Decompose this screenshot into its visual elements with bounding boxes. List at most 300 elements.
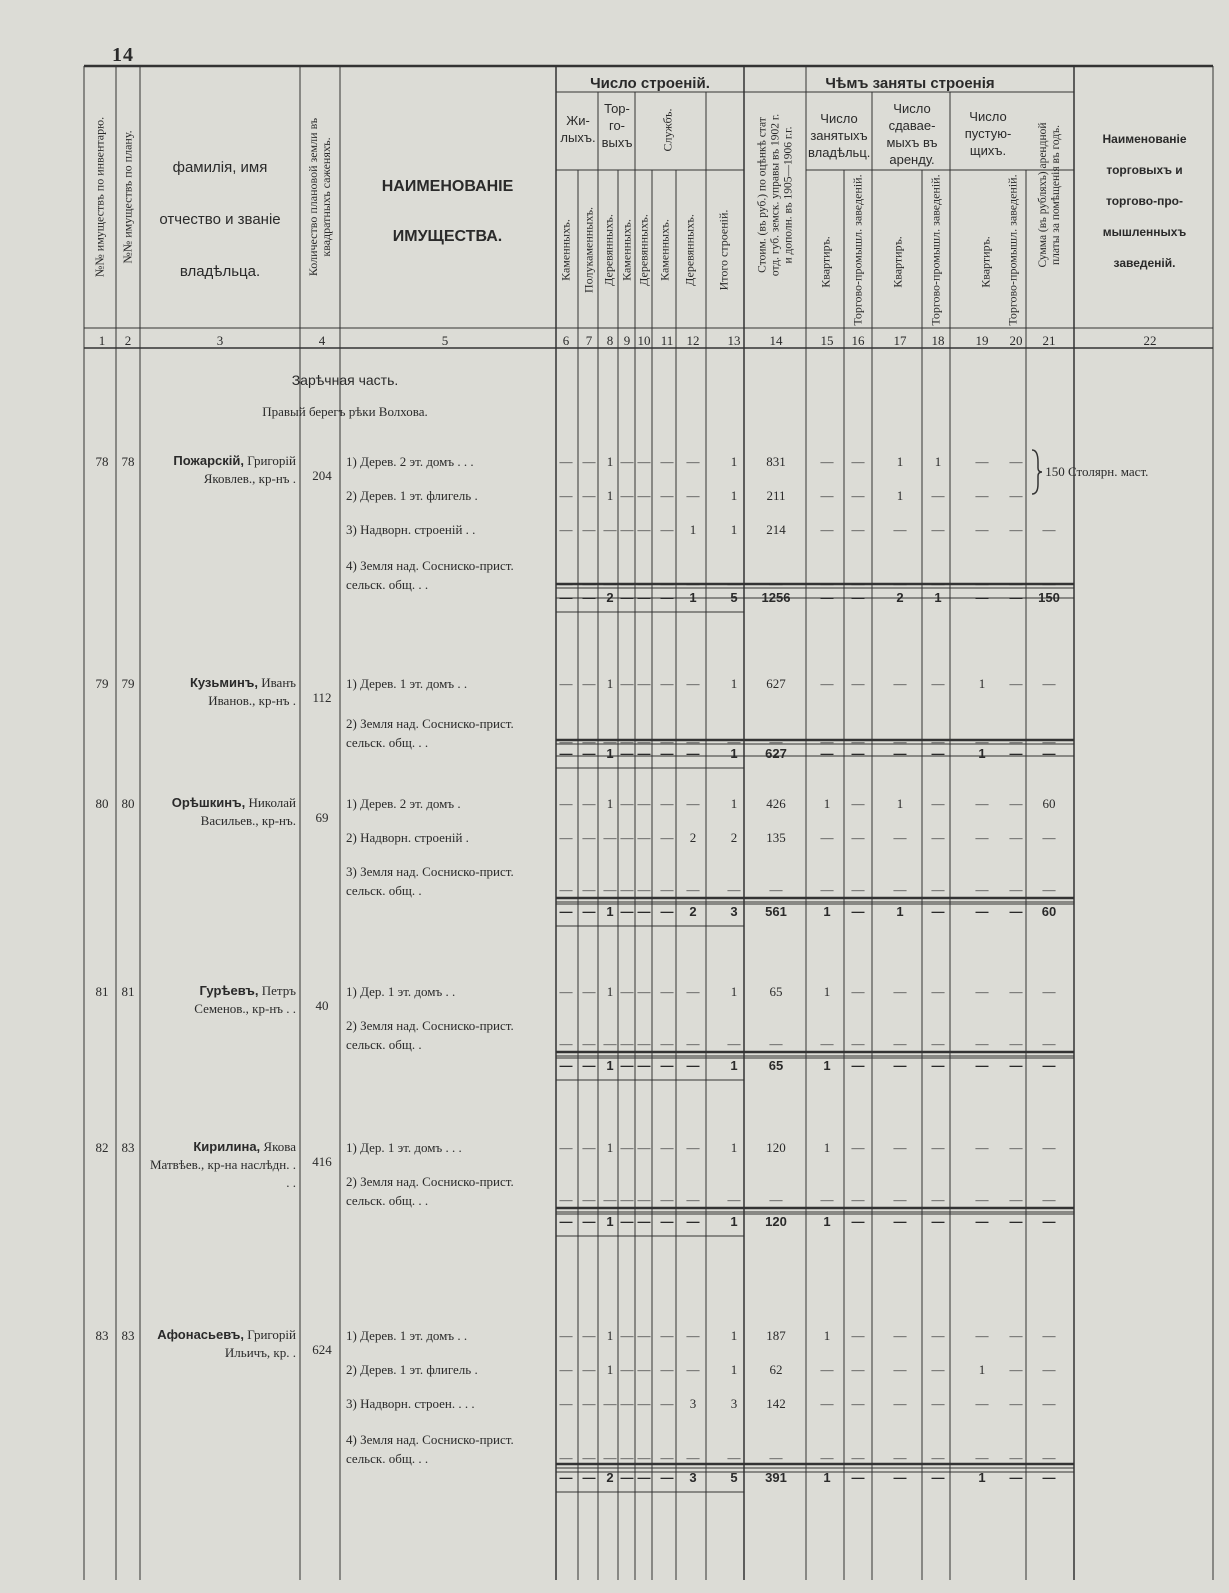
cell-col-7: —	[582, 454, 596, 469]
cell-col-9: —	[620, 734, 634, 749]
total-col-17: —	[893, 1214, 907, 1229]
total-col-7: —	[582, 590, 596, 605]
plan-number: 79	[121, 676, 135, 691]
cell-col-15: —	[820, 454, 834, 469]
cell-col-9: —	[620, 1328, 634, 1343]
cell-col-20: —	[1009, 1140, 1023, 1155]
plan-number: 83	[121, 1140, 135, 1155]
cell-col-21: —	[1042, 882, 1056, 897]
cell-col-18: —	[931, 1140, 945, 1155]
cell-col-19: —	[975, 796, 989, 811]
header-col-22: Наименованіе торговыхъ и торгово-про- мышленныхъ заведеній.	[1102, 132, 1187, 270]
plan-number: 80	[121, 796, 135, 811]
cell-col-19: —	[975, 1396, 989, 1411]
property-item: 2) Земля над. Сосниско-прист. сельск. общ. . .	[346, 1174, 514, 1208]
total-col-11: —	[660, 904, 674, 919]
property-item: 1) Дерев. 2 эт. домъ . . .	[346, 454, 474, 469]
total-col-6: —	[559, 1214, 573, 1229]
cell-col-14: —	[769, 734, 783, 749]
total-col-19: —	[975, 1214, 989, 1229]
cell-col-12: —	[686, 796, 700, 811]
cell-col-8: 1	[606, 454, 614, 469]
property-item: 1) Дер. 1 эт. домъ . .	[346, 984, 456, 999]
cell-col-11: —	[660, 984, 674, 999]
cell-col-15: —	[820, 676, 834, 691]
cell-col-9: —	[620, 676, 634, 691]
property-item: 1) Дерев. 1 эт. домъ . .	[346, 676, 468, 691]
cell-col-12: —	[686, 676, 700, 691]
cell-col-12: 1	[689, 522, 697, 537]
cell-col-9: —	[620, 576, 634, 591]
cell-col-21: —	[1042, 830, 1056, 845]
cell-col-12: —	[686, 1036, 700, 1051]
cell-col-7: —	[582, 1396, 596, 1411]
cell-col-13: 1	[730, 454, 738, 469]
cell-col-20: —	[1009, 984, 1023, 999]
cell-col-8: —	[603, 830, 617, 845]
inventory-number: 82	[95, 1140, 109, 1155]
cell-col-14: 187	[766, 1328, 786, 1343]
property-item: 2) Дерев. 1 эт. флигель .	[346, 488, 478, 503]
property-item: 2) Земля над. Сосниско-прист. сельск. общ. . .	[346, 716, 514, 750]
column-number-18: 18	[931, 333, 945, 348]
header-sub-service: Службъ.	[660, 108, 675, 152]
property-item: 3) Земля над. Сосниско-прист. сельск. общ. .	[346, 864, 514, 898]
cell-col-14: 135	[766, 830, 786, 845]
header-col-16: Торгово-промышл. заведеній.	[850, 174, 865, 326]
cell-col-21: —	[1042, 1396, 1056, 1411]
header-sub-empty: Число пустую-щихъ.	[964, 109, 1012, 158]
total-col-10: —	[637, 1214, 651, 1229]
header-col-19: Квартиръ.	[978, 236, 993, 288]
cell-col-9: —	[620, 882, 634, 897]
cell-col-8: —	[603, 1396, 617, 1411]
cell-col-14: 214	[766, 522, 786, 537]
cell-col-18: —	[931, 1328, 945, 1343]
cell-col-17: —	[893, 1362, 907, 1377]
total-col-18: —	[931, 904, 945, 919]
cell-col-13: 2	[730, 830, 738, 845]
total-col-17: 1	[896, 904, 904, 919]
cell-col-10: —	[637, 796, 651, 811]
cell-col-17: —	[893, 1450, 907, 1465]
cell-col-10: —	[637, 1362, 651, 1377]
cell-col-7: —	[582, 1362, 596, 1377]
total-col-17: —	[893, 1470, 907, 1485]
header-col-11: Каменныхъ.	[657, 219, 672, 281]
cell-col-17: 1	[896, 796, 904, 811]
column-number-11: 11	[660, 333, 674, 348]
cell-col-21: —	[1042, 676, 1056, 691]
property-item: 2) Дерев. 1 эт. флигель .	[346, 1362, 478, 1377]
cell-col-19: —	[975, 1192, 989, 1207]
cell-col-13: 1	[730, 522, 738, 537]
total-col-15: 1	[823, 1214, 831, 1229]
cell-col-7: —	[582, 796, 596, 811]
cell-col-8: —	[603, 734, 617, 749]
column-number-3: 3	[216, 333, 224, 348]
cell-col-10: —	[637, 576, 651, 591]
column-number-22: 22	[1143, 333, 1157, 348]
cell-col-17: —	[893, 522, 907, 537]
cell-col-19: —	[975, 454, 989, 469]
total-col-10: —	[637, 1470, 651, 1485]
cell-col-20: —	[1009, 796, 1023, 811]
total-col-11: —	[660, 1214, 674, 1229]
owner-name: Афонасьевъ, Григорій Ильичъ, кр. .	[157, 1327, 296, 1360]
total-col-10: —	[637, 746, 651, 761]
cell-col-16: —	[851, 830, 865, 845]
cell-col-9: —	[620, 1192, 634, 1207]
total-col-12: 2	[689, 904, 697, 919]
cell-col-17: —	[893, 1140, 907, 1155]
cell-col-19: —	[975, 830, 989, 845]
cell-col-21: 60	[1042, 796, 1056, 811]
column-number-5: 5	[441, 333, 449, 348]
cell-col-18: —	[931, 1450, 945, 1465]
cell-col-11: —	[660, 1362, 674, 1377]
cell-col-18: —	[931, 576, 945, 591]
cell-col-11: —	[660, 830, 674, 845]
cell-col-10: —	[637, 830, 651, 845]
cell-col-14: 62	[769, 1362, 783, 1377]
land-area: 40	[315, 998, 329, 1013]
cell-col-15: —	[820, 522, 834, 537]
cell-col-6: —	[559, 1450, 573, 1465]
cell-col-17: —	[893, 1192, 907, 1207]
cell-col-19: —	[975, 1328, 989, 1343]
total-col-9: —	[620, 1214, 634, 1229]
inventory-number: 78	[95, 454, 109, 469]
cell-col-8: —	[603, 1192, 617, 1207]
cell-col-21: —	[1042, 1362, 1056, 1377]
header-sub-trade: Тор-го-выхъ	[601, 101, 633, 150]
inventory-number: 83	[95, 1328, 109, 1343]
cell-col-18: 1	[934, 454, 942, 469]
total-col-9: —	[620, 746, 634, 761]
cell-col-11: —	[660, 576, 674, 591]
cell-col-12: —	[686, 488, 700, 503]
total-col-6: —	[559, 1470, 573, 1485]
cell-col-6: —	[559, 676, 573, 691]
total-col-21: —	[1042, 746, 1056, 761]
cell-col-6: —	[559, 734, 573, 749]
total-col-8: 1	[606, 1214, 614, 1229]
cell-col-20: —	[1009, 676, 1023, 691]
column-number-20: 20	[1009, 333, 1023, 348]
total-col-10: —	[637, 1058, 651, 1073]
cell-col-9: —	[620, 454, 634, 469]
total-col-9: —	[620, 590, 634, 605]
cell-col-14: —	[769, 1192, 783, 1207]
total-col-6: —	[559, 746, 573, 761]
cell-col-8: —	[603, 1036, 617, 1051]
header-col-10: Деревянныхъ.	[636, 214, 651, 286]
cell-col-6: —	[559, 882, 573, 897]
cell-col-6: —	[559, 830, 573, 845]
cell-col-16: —	[851, 1192, 865, 1207]
total-col-16: —	[851, 1470, 865, 1485]
cell-col-15: —	[820, 1396, 834, 1411]
cell-col-15: —	[820, 882, 834, 897]
total-col-18: —	[931, 1214, 945, 1229]
cell-col-15: 1	[823, 1328, 831, 1343]
total-col-12: 3	[689, 1470, 697, 1485]
property-item: 1) Дерев. 1 эт. домъ . .	[346, 1328, 468, 1343]
header-property-name: НАИМЕНОВАНІЕ ИМУЩЕСТВА.	[381, 178, 514, 245]
cell-col-9: —	[620, 1450, 634, 1465]
cell-col-6: —	[559, 1328, 573, 1343]
total-col-21: 150	[1038, 590, 1060, 605]
cell-col-19: —	[975, 1036, 989, 1051]
cell-col-20: —	[1009, 522, 1023, 537]
land-area: 624	[312, 1342, 332, 1357]
cell-col-19: —	[975, 1140, 989, 1155]
cell-col-10: —	[637, 1450, 651, 1465]
cell-col-11: —	[660, 454, 674, 469]
cell-col-14: 65	[769, 984, 783, 999]
cell-col-18: —	[931, 796, 945, 811]
total-col-19: 1	[978, 746, 986, 761]
cell-col-8: 1	[606, 1328, 614, 1343]
cell-col-12: —	[686, 1140, 700, 1155]
cell-col-11: —	[660, 1396, 674, 1411]
cell-col-9: —	[620, 984, 634, 999]
total-col-17: —	[893, 746, 907, 761]
total-col-15: —	[820, 746, 834, 761]
plan-number: 78	[121, 454, 135, 469]
cell-col-17: —	[893, 734, 907, 749]
cell-col-17: —	[893, 984, 907, 999]
header-sub-living: Жи-лыхъ.	[560, 113, 596, 145]
cell-col-16: —	[851, 1036, 865, 1051]
header-col-15: Квартиръ.	[818, 236, 833, 288]
cell-col-17: —	[893, 676, 907, 691]
cell-col-17: 1	[896, 454, 904, 469]
column-number-4: 4	[318, 333, 326, 348]
cell-col-12: —	[686, 1362, 700, 1377]
cell-col-14: —	[769, 1450, 783, 1465]
column-number-7: 7	[585, 333, 593, 348]
total-col-13: 1	[730, 1058, 738, 1073]
cell-col-19: 1	[978, 1362, 986, 1377]
cell-col-18: —	[931, 984, 945, 999]
total-col-19: 1	[978, 1470, 986, 1485]
header-col-20: Торгово-промышл. заведеній.	[1005, 174, 1020, 326]
property-item: 2) Надворн. строеній .	[346, 830, 469, 845]
cell-col-6: —	[559, 454, 573, 469]
cell-col-18: —	[931, 1036, 945, 1051]
cell-col-17: —	[893, 1396, 907, 1411]
cell-col-8: —	[603, 522, 617, 537]
cell-col-11: —	[660, 796, 674, 811]
cell-col-16: —	[851, 1396, 865, 1411]
cell-col-16: —	[851, 1362, 865, 1377]
cell-col-17: —	[893, 576, 907, 591]
cell-col-12: 3	[689, 1396, 697, 1411]
total-col-12: 1	[689, 590, 697, 605]
cell-col-14: 211	[766, 488, 786, 503]
cell-col-14: 831	[766, 454, 786, 469]
property-item: 1) Дер. 1 эт. домъ . . .	[346, 1140, 462, 1155]
cell-col-18: —	[931, 1192, 945, 1207]
header-col-8: Деревянныхъ.	[601, 214, 616, 286]
cell-col-12: —	[686, 1192, 700, 1207]
property-item: 2) Земля над. Сосниско-прист. сельск. общ. .	[346, 1018, 514, 1052]
inventory-number: 80	[95, 796, 109, 811]
cell-col-12: —	[686, 454, 700, 469]
cell-col-19: —	[975, 1450, 989, 1465]
cell-col-14: —	[769, 1036, 783, 1051]
total-col-14: 627	[765, 746, 787, 761]
cell-col-9: —	[620, 522, 634, 537]
cell-col-18: —	[931, 488, 945, 503]
cell-col-16: —	[851, 522, 865, 537]
cell-col-10: —	[637, 488, 651, 503]
column-number-8: 8	[606, 333, 614, 348]
column-number-13: 13	[727, 333, 741, 348]
cell-col-13: —	[727, 734, 741, 749]
total-col-18: —	[931, 1058, 945, 1073]
header-plan-number: №№ имуществъ по плану.	[120, 130, 135, 264]
total-col-20: —	[1009, 746, 1023, 761]
column-number-21: 21	[1042, 333, 1056, 348]
cell-col-12: —	[686, 1450, 700, 1465]
header-col-6: Каменныхъ.	[558, 219, 573, 281]
header-land-area: Количество плановой земли въ квадратныхъ саженяхъ.	[306, 117, 333, 277]
cell-col-8: —	[603, 1450, 617, 1465]
owner-name: Орѣшкинъ, Николай Васильев., кр-нъ.	[171, 795, 296, 828]
cell-col-21: —	[1042, 984, 1056, 999]
rent-sum: 150	[1045, 464, 1065, 479]
property-item: 4) Земля над. Сосниско-прист. сельск. общ. . .	[346, 1432, 514, 1466]
header-col-17: Квартиръ.	[890, 236, 905, 288]
cell-col-10: —	[637, 1140, 651, 1155]
total-col-15: 1	[823, 1058, 831, 1073]
cell-col-13: —	[727, 576, 741, 591]
cell-col-13: 1	[730, 676, 738, 691]
cell-col-9: —	[620, 1140, 634, 1155]
total-col-19: —	[975, 1058, 989, 1073]
total-col-17: 2	[896, 590, 904, 605]
cell-col-11: —	[660, 1450, 674, 1465]
header-col-18: Торгово-промышл. заведеній.	[928, 174, 943, 326]
total-col-14: 391	[765, 1470, 787, 1485]
section-title: Зарѣчная часть.	[291, 372, 399, 388]
cell-col-13: —	[727, 1192, 741, 1207]
cell-col-15: —	[820, 1192, 834, 1207]
total-col-15: —	[820, 590, 834, 605]
cell-col-18: —	[931, 1362, 945, 1377]
cell-col-9: —	[620, 1036, 634, 1051]
cell-col-16: —	[851, 1328, 865, 1343]
total-col-14: 1256	[761, 590, 791, 605]
cell-col-10: —	[637, 676, 651, 691]
cell-col-6: —	[559, 1396, 573, 1411]
cell-col-17: —	[893, 882, 907, 897]
header-owner-name: фамилія, имя отчество и званіе владѣльца.	[159, 159, 281, 280]
cell-col-8: —	[603, 882, 617, 897]
page-number: 14	[112, 44, 134, 66]
cell-col-15: 1	[823, 984, 831, 999]
cell-col-9: —	[620, 796, 634, 811]
owner-name: Кузьминъ, Иванъ Иванов., кр-нъ .	[189, 675, 296, 708]
plan-number: 83	[121, 1328, 135, 1343]
cell-col-19: —	[975, 522, 989, 537]
cell-col-19: —	[975, 734, 989, 749]
cell-col-10: —	[637, 522, 651, 537]
header-col-9: Каменныхъ.	[619, 219, 634, 281]
column-number-12: 12	[686, 333, 700, 348]
cell-col-20: —	[1009, 488, 1023, 503]
cell-col-14: 627	[766, 676, 786, 691]
total-col-8: 2	[606, 1470, 614, 1485]
total-col-9: —	[620, 1058, 634, 1073]
total-col-9: —	[620, 1470, 634, 1485]
brace-icon	[1032, 450, 1042, 494]
total-col-18: 1	[934, 590, 942, 605]
total-col-12: —	[686, 746, 700, 761]
total-col-16: —	[851, 904, 865, 919]
cell-col-11: —	[660, 1036, 674, 1051]
cell-col-7: —	[582, 734, 596, 749]
total-col-11: —	[660, 746, 674, 761]
total-col-8: 1	[606, 746, 614, 761]
header-sub-rented: Число сдавае-мыхъ въ аренду.	[886, 101, 938, 167]
cell-col-20: —	[1009, 1192, 1023, 1207]
cell-col-18: —	[931, 676, 945, 691]
cell-col-7: —	[582, 576, 596, 591]
land-area: 69	[315, 810, 329, 825]
cell-col-18: —	[931, 734, 945, 749]
column-number-14: 14	[769, 333, 783, 348]
cell-col-15: —	[820, 488, 834, 503]
total-col-14: 65	[768, 1058, 784, 1073]
total-col-6: —	[559, 590, 573, 605]
cell-col-15: —	[820, 1362, 834, 1377]
header-group-buildings: Число строеній.	[590, 75, 710, 92]
cell-col-13: 1	[730, 1362, 738, 1377]
total-col-19: —	[975, 904, 989, 919]
total-col-18: —	[931, 746, 945, 761]
total-col-13: 5	[730, 590, 738, 605]
cell-col-17: 1	[896, 488, 904, 503]
total-col-7: —	[582, 1058, 596, 1073]
cell-col-12: —	[686, 734, 700, 749]
enterprise-name: Столярн. маст.	[1068, 464, 1149, 479]
section-subtitle: Правый берегъ рѣки Волхова.	[262, 404, 428, 419]
cell-col-6: —	[559, 1140, 573, 1155]
owner-name: Пожарскій, Григорій Яковлев., кр-нъ .	[173, 453, 296, 486]
cell-col-10: —	[637, 454, 651, 469]
cell-col-20: —	[1009, 882, 1023, 897]
cell-col-7: —	[582, 522, 596, 537]
total-col-20: —	[1009, 1470, 1023, 1485]
cell-col-16: —	[851, 488, 865, 503]
column-number-15: 15	[820, 333, 834, 348]
column-number-10: 10	[637, 333, 651, 348]
total-col-21: —	[1042, 1058, 1056, 1073]
cell-col-13: —	[727, 1450, 741, 1465]
land-area: 204	[312, 468, 332, 483]
cell-col-16: —	[851, 454, 865, 469]
cell-col-19: 1	[978, 676, 986, 691]
cell-col-11: —	[660, 1192, 674, 1207]
cell-col-6: —	[559, 1192, 573, 1207]
cell-col-21: —	[1042, 576, 1056, 591]
cell-col-6: —	[559, 1036, 573, 1051]
cell-col-10: —	[637, 1192, 651, 1207]
